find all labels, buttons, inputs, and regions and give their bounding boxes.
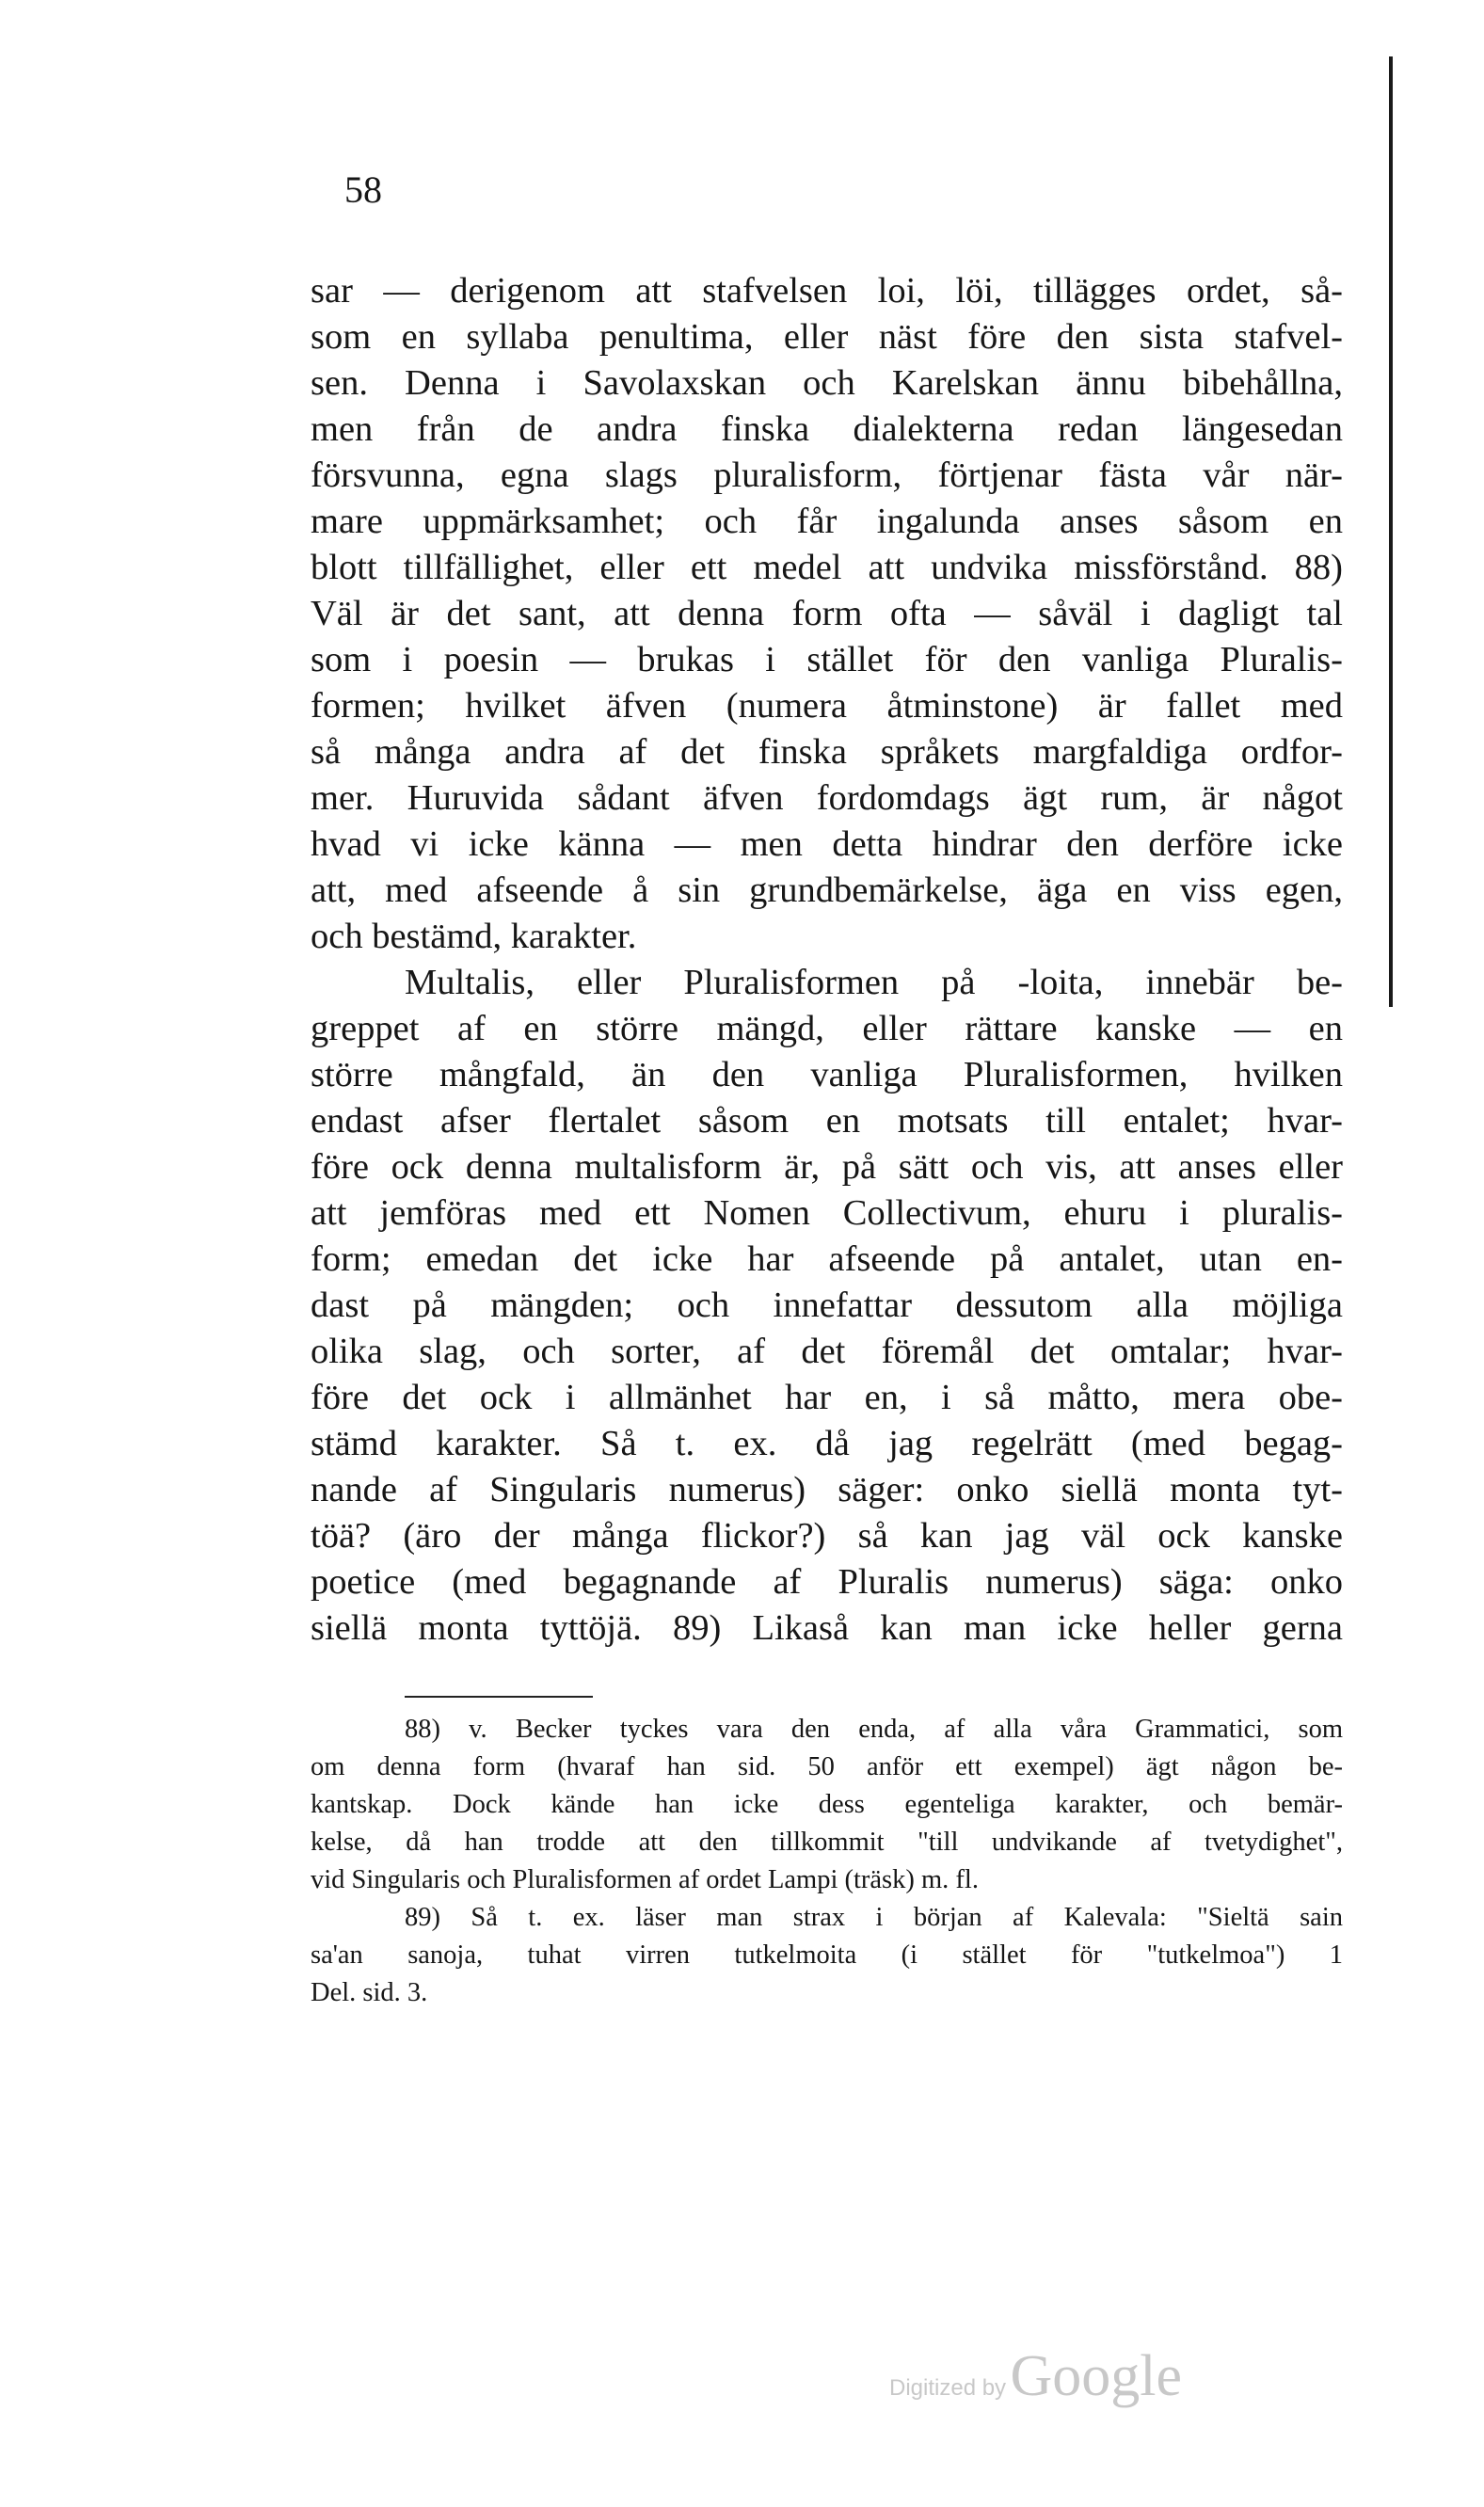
text-line: töä? (äro der många flickor?) så kan jag väl ock kanske — [311, 1516, 1343, 1556]
text-line: greppet af en större mängd, eller rättare kanske — en — [311, 1009, 1343, 1048]
body-text — [311, 268, 1343, 1652]
text-line: Väl är det sant, att denna form ofta — såväl i dagligt tal — [311, 594, 1343, 633]
text-line: som en syllaba penultima, eller näst före den sista stafvel- — [311, 317, 1343, 357]
text-line: så många andra af det finska språkets margfaldiga ordfor- — [311, 732, 1343, 772]
footnote-line: kelse, då han trodde att den tillkommit "till undvikande af tvetydighet", — [311, 1828, 1343, 1857]
text-line: före ock denna multalisform är, på sätt och vis, att anses eller — [311, 1147, 1343, 1187]
google-logo: Google — [1010, 2344, 1183, 2408]
text-line: större mångfald, än den vanliga Pluralisformen, hvilken — [311, 1055, 1343, 1094]
text-line: mare uppmärksamhet; och får ingalunda anses såsom en — [311, 502, 1343, 541]
text-line: sen. Denna i Savolaxskan och Karelskan ännu bibehållna, — [311, 363, 1343, 403]
text-line: olika slag, och sorter, af det föremål det omtalar; hvar- — [311, 1332, 1343, 1371]
footnote-line: 88) v. Becker tyckes vara den enda, af alla våra Grammatici, som — [405, 1715, 1343, 1744]
text-line: sar — derigenom att stafvelsen loi, löi, tillägges ordet, så- — [311, 271, 1343, 311]
footnote-line: kantskap. Dock kände han icke dess egenteliga karakter, och bemär- — [311, 1790, 1343, 1819]
text-line: Multalis, eller Pluralisformen på -loita, innebär be- — [405, 963, 1343, 1002]
text-line: men från de andra finska dialekterna redan längesedan — [311, 409, 1343, 449]
footnote-line: Del. sid. 3. — [311, 1978, 428, 2007]
text-line: siellä monta tyttöjä. 89) Likaså kan man icke heller gerna — [311, 1608, 1343, 1648]
text-line: endast afser flertalet såsom en motsats till entalet; hvar- — [311, 1101, 1343, 1141]
text-line: hvad vi icke känna — men detta hindrar den derföre icke — [311, 824, 1343, 864]
text-line: nande af Singularis numerus) säger: onko siellä monta tyt- — [311, 1470, 1343, 1509]
page-number: 58 — [344, 168, 382, 211]
text-line: stämd karakter. Så t. ex. då jag regelrätt (med begag- — [311, 1424, 1343, 1463]
footnotes — [311, 1711, 1343, 2012]
text-line: dast på mängden; och innefattar dessutom alla möjliga — [311, 1285, 1343, 1325]
text-line: och bestämd, karakter. — [311, 917, 637, 956]
watermark-prefix: Digitized by — [889, 2375, 1007, 2401]
text-line: att, med afseende å sin grundbemärkelse, äga en viss egen, — [311, 870, 1343, 910]
digitized-watermark — [889, 2343, 1182, 2410]
text-line: att jemföras med ett Nomen Collectivum, ehuru i pluralis- — [311, 1193, 1343, 1233]
margin-scan-line — [1389, 56, 1393, 1007]
text-line: form; emedan det icke har afseende på antalet, utan en- — [311, 1239, 1343, 1279]
footnote-line: sa'an sanoja, tuhat virren tutkelmoita (i stället för "tutkelmoa") 1 — [311, 1940, 1343, 1970]
footnote-line: om denna form (hvaraf han sid. 50 anför ett exempel) ägt någon be- — [311, 1752, 1343, 1781]
footnote-line: 89) Så t. ex. läser man strax i början af Kalevala: "Sieltä sain — [405, 1903, 1343, 1932]
footnote-rule — [405, 1696, 593, 1698]
text-line: mer. Huruvida sådant äfven fordomdags ägt rum, är något — [311, 778, 1343, 818]
text-line: poetice (med begagnande af Pluralis numerus) säga: onko — [311, 1562, 1343, 1602]
text-line: blott tillfällighet, eller ett medel att undvika missförstånd. 88) — [311, 548, 1343, 587]
text-line: som i poesin — brukas i stället för den vanliga Pluralis- — [311, 640, 1343, 679]
text-line: före det ock i allmänhet har en, i så måtto, mera obe- — [311, 1378, 1343, 1417]
footnote-line: vid Singularis och Pluralisformen af ordet Lampi (träsk) m. fl. — [311, 1865, 979, 1894]
text-line: formen; hvilket äfven (numera åtminstone) är fallet med — [311, 686, 1343, 726]
text-line: försvunna, egna slags pluralisform, förtjenar fästa vår när- — [311, 455, 1343, 495]
